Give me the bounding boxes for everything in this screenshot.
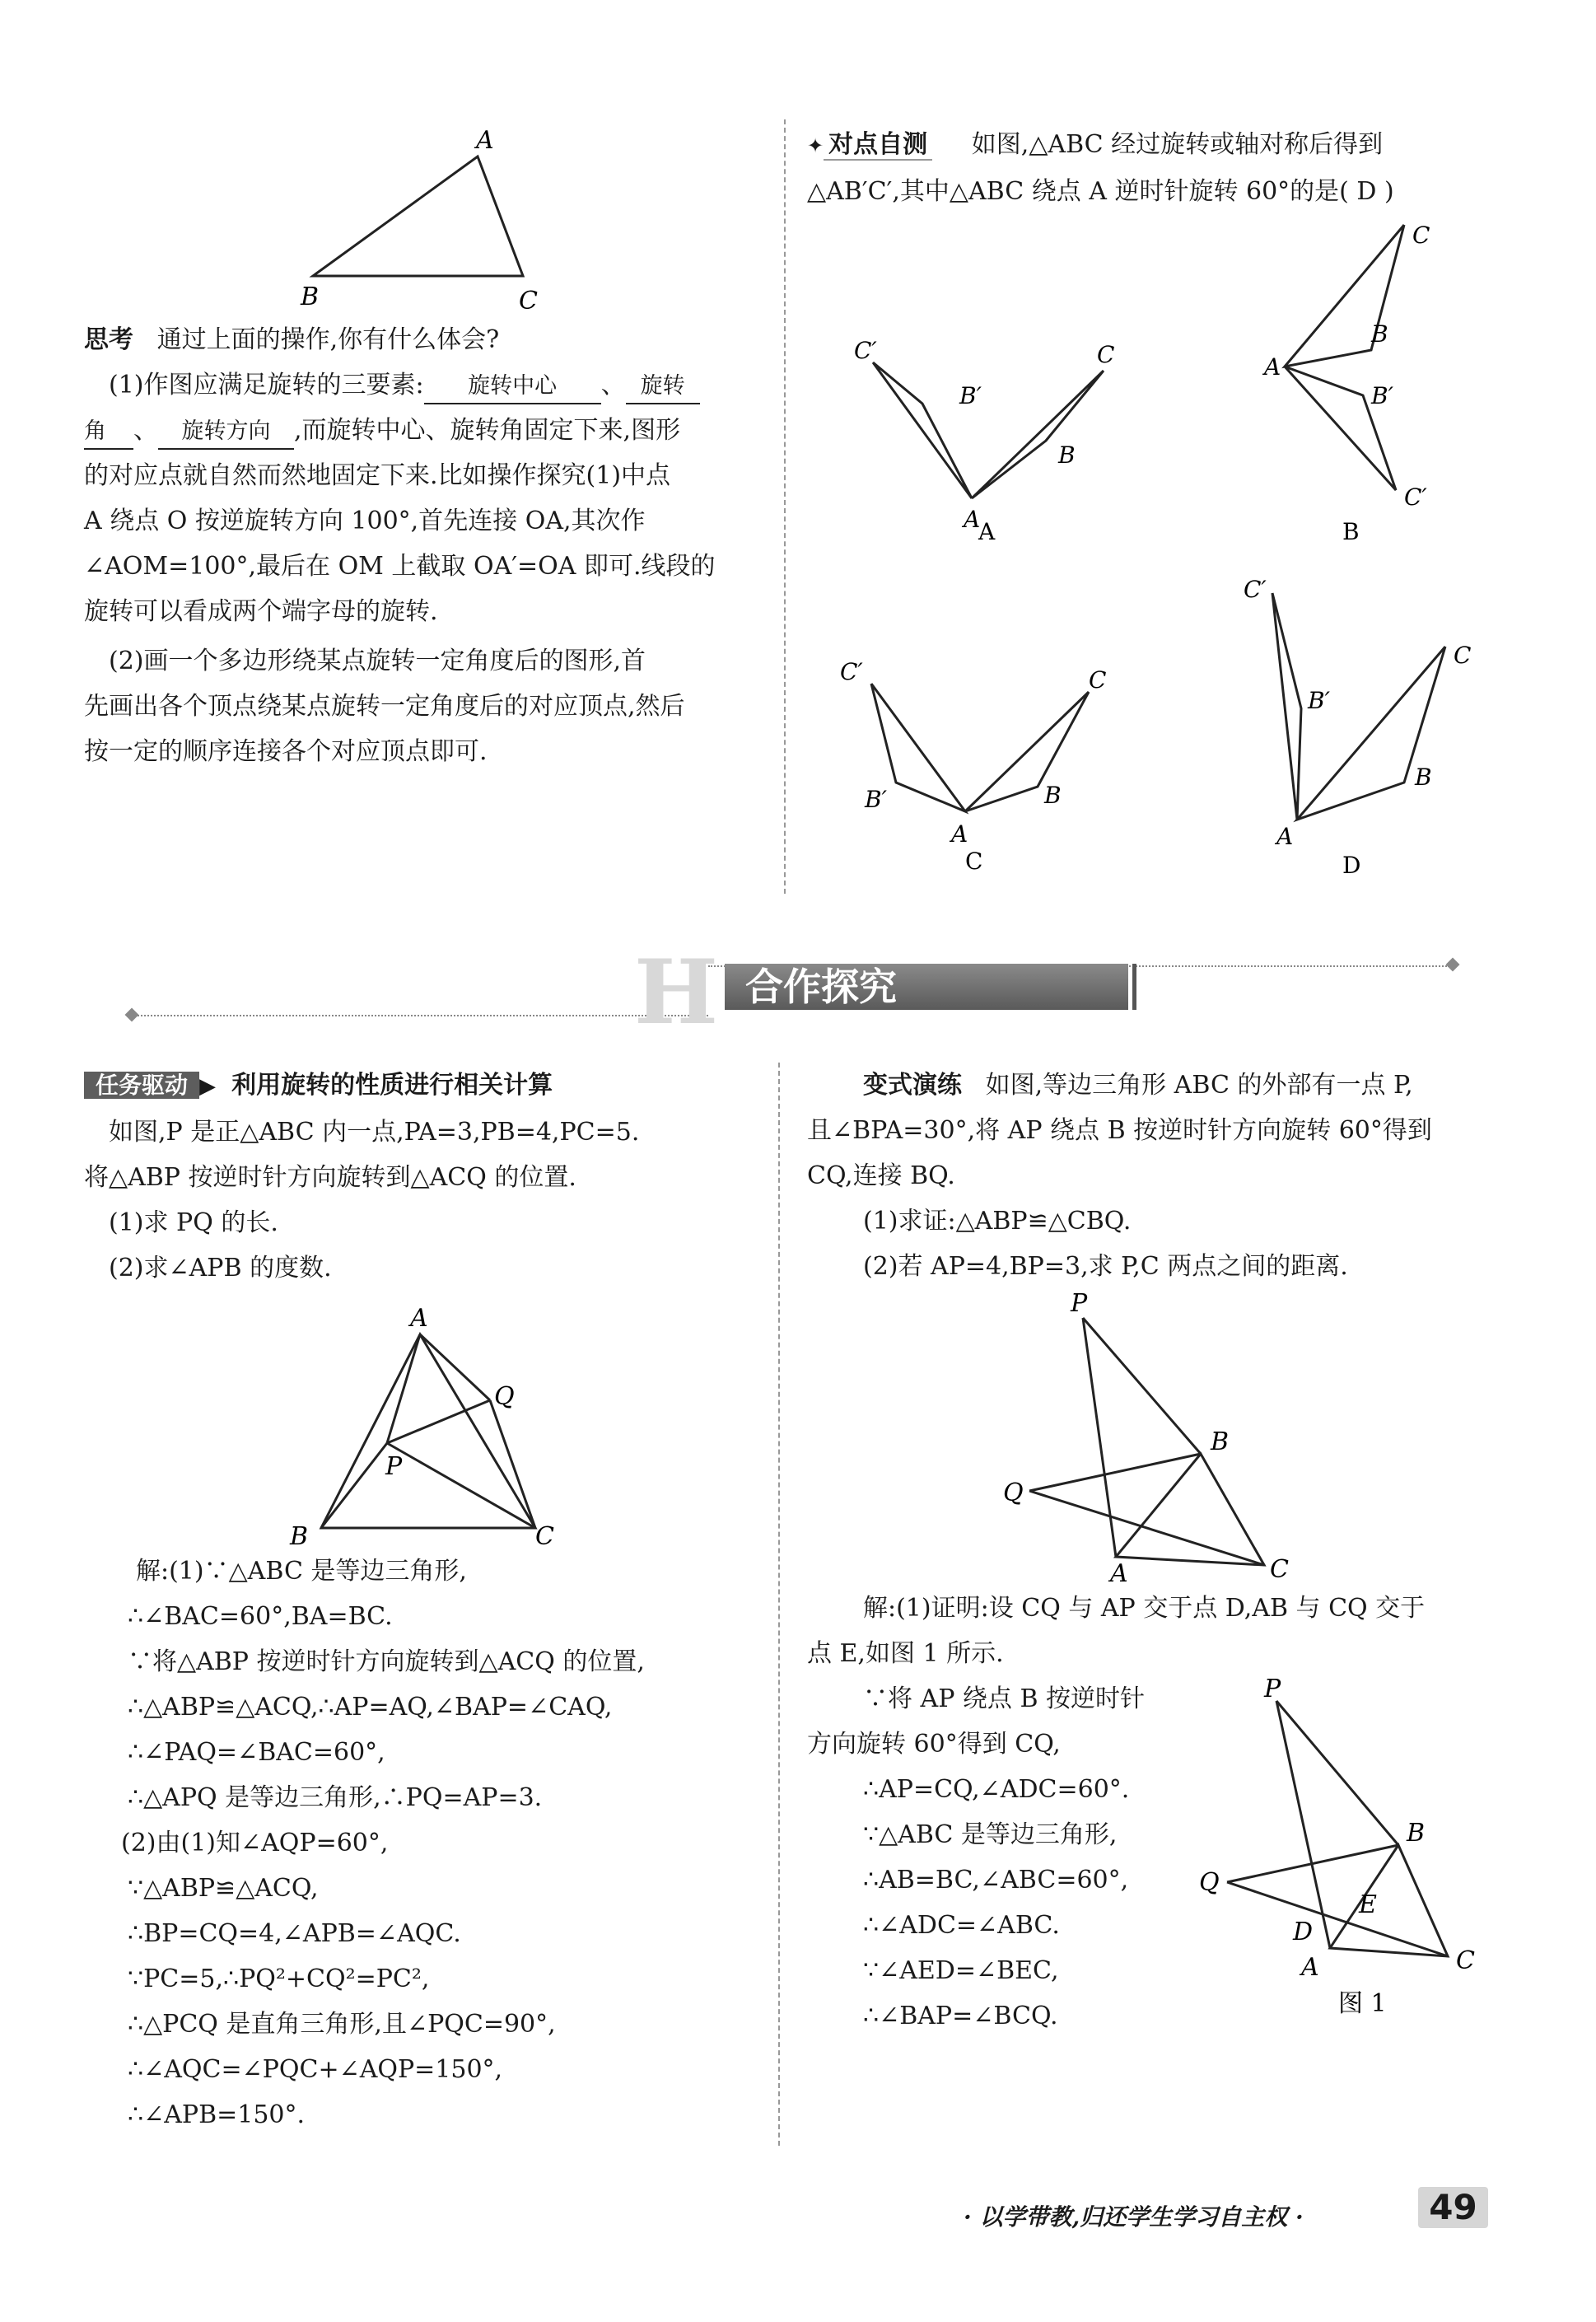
banner-line-left [132, 1015, 708, 1016]
banner-diamond-left [125, 1008, 139, 1022]
task-l2: 将△ABP 按逆时针方向旋转到△ACQ 的位置. [84, 1163, 576, 1192]
variant-figure [988, 1285, 1318, 1590]
opt-a-c: C [1097, 341, 1115, 368]
variant-sol-r1: ∵将 AP 绕点 B 按逆时针 [863, 1684, 1146, 1713]
opt-d-b1: B′ [1308, 687, 1330, 714]
top-column-divider [784, 119, 786, 894]
blank-direction: 旋转方向 [158, 415, 294, 450]
p1-l3: 的对应点就自然而然地固定下来.比如操作探究(1)中点 [84, 461, 671, 490]
sol-line-13: ∴∠APB=150°. [128, 2100, 306, 2129]
task-section: 任务驱动 ▶ 利用旋转的性质进行相关计算 如图,P 是正△ABC 内一点,PA=3,PB=4,PC=5. 将△ABP 按逆时针方向旋转到△ACQ 的位置. (1)求 PQ 的长. (2)求∠APB 的度数. [84, 1063, 768, 1301]
variant-sol-r2: 方向旋转 60°得到 CQ, [807, 1730, 1061, 1759]
opt-b-a: A [1264, 353, 1281, 381]
option-b-figure [1252, 210, 1499, 556]
task-solution [121, 1549, 770, 2142]
option-c-label: C [965, 848, 983, 875]
option-a-figure [840, 329, 1136, 552]
sol-line-6: ∴△APQ 是等边三角形,∴PQ=AP=3. [128, 1783, 543, 1812]
sol-line-3: ∵将△ABP 按逆时针方向旋转到△ACQ 的位置, [128, 1647, 645, 1676]
p2-l1: (2)画一个多边形绕某点旋转一定角度后的图形,首 [109, 647, 646, 675]
sol-line-1: 解:(1)∵△ABC 是等边三角形, [136, 1557, 467, 1586]
footer-slogan: · 以学带教,归还学生学习自主权 · [964, 2203, 1304, 2231]
opt-a-b1: B′ [959, 382, 982, 409]
opt-b-b1: B′ [1371, 382, 1393, 409]
variant-fig-p: P [1071, 1289, 1088, 1318]
variant-sol-r6: ∴∠ADC=∠ABC. [863, 1911, 1060, 1940]
bottom-column-divider [778, 1063, 780, 2146]
opt-d-b: B [1415, 764, 1432, 791]
variant-sol-r4: ∵△ABC 是等边三角形, [863, 1820, 1118, 1849]
label-a: A [476, 126, 494, 155]
page-number: 49 [1418, 2187, 1488, 2228]
fig1-b: B [1407, 1819, 1426, 1848]
fig1-a: A [1301, 1953, 1319, 1982]
sep1: 、 [600, 371, 626, 399]
variant-fig-q: Q [1003, 1479, 1024, 1507]
variant-section [807, 1063, 1507, 1293]
task-l1: 如图,P 是正△ABC 内一点,PA=3,PB=4,PC=5. [109, 1118, 640, 1147]
opt-b-c1: C′ [1404, 484, 1427, 511]
task-fig-q: Q [494, 1382, 515, 1411]
p1-l4: A 绕点 O 按逆旋转方向 100°,首先连接 OA,其次作 [84, 507, 646, 535]
blank-angle-a: 旋转 [626, 370, 700, 404]
label-b: B [301, 283, 320, 311]
task-fig-c: C [535, 1522, 554, 1549]
think-text: 通过上面的操作,你有什么体会? [156, 325, 500, 354]
option-d-figure [1235, 556, 1507, 885]
variant-fig-c: C [1270, 1555, 1289, 1584]
variant-q1: (1)求证:△ABP≌△CBQ. [863, 1207, 1132, 1236]
sol-line-2: ∴∠BAC=60°,BA=BC. [128, 1602, 393, 1631]
sol-line-10: ∵PC=5,∴PQ²+CQ²=PC², [128, 1965, 430, 1993]
opt-b-b: B [1371, 320, 1388, 348]
sol-line-11: ∴△PCQ 是直角三角形,且∠PQC=90°, [128, 2010, 556, 2039]
variant-l1: 如图,等边三角形 ABC 的外部有一点 P, [985, 1071, 1413, 1100]
task-fig-b: B [290, 1522, 309, 1549]
banner-bar [1132, 964, 1136, 1010]
variant-fig-b: B [1211, 1427, 1230, 1456]
sol-line-12: ∴∠AQC=∠PQC+∠AQP=150°, [128, 2055, 503, 2084]
variant-sol-l1: 解:(1)证明:设 CQ 与 AP 交于点 D,AB 与 CQ 交于 [863, 1594, 1426, 1623]
opt-a-b: B [1058, 442, 1076, 469]
opt-c-b1: B′ [865, 786, 887, 813]
p2-l3: 按一定的顺序连接各个对应顶点即可. [84, 737, 488, 766]
p1-after: ,而旋转中心、旋转角固定下来,图形 [294, 416, 681, 445]
p1-start: (1)作图应满足旋转的三要素: [109, 371, 424, 399]
self-test-l1: 如图,△ABC 经过旋转或轴对称后得到 [971, 130, 1384, 159]
p2-l2: 先画出各个顶点绕某点旋转一定角度后的对应顶点,然后 [84, 692, 685, 721]
task-tag: 任务驱动 [84, 1072, 199, 1099]
variant-sol-r7: ∵∠AED=∠BEC, [863, 1956, 1059, 1985]
fig1-c: C [1456, 1946, 1475, 1975]
sol-line-8: ∵△ABP≌△ACQ, [128, 1874, 319, 1903]
variant-sol-r5: ∴AB=BC,∠ABC=60°, [863, 1866, 1129, 1895]
variant-sol-r8: ∴∠BAP=∠BCQ. [863, 2002, 1058, 2030]
banner [132, 941, 1458, 1044]
option-b-label: B [1342, 518, 1360, 545]
banner-letter: H [634, 941, 719, 1044]
sol-line-4: ∴△ABP≌△ACQ,∴AP=AQ,∠BAP=∠CAQ, [128, 1693, 613, 1722]
opt-c-a: A [951, 820, 968, 848]
opt-a-c1: C′ [854, 337, 877, 364]
self-test-section [807, 122, 1507, 217]
opt-c-c: C [1089, 666, 1107, 694]
option-a-label: A [978, 518, 996, 545]
self-test-l2: △AB′C′,其中△ABC 绕点 A 逆时针旋转 60°的是( D ) [807, 177, 1394, 206]
opt-c-b: B [1044, 782, 1062, 809]
label-c: C [519, 287, 538, 313]
think-label: 思考 [84, 325, 133, 354]
opt-d-c1: C′ [1244, 576, 1267, 603]
option-d-label: D [1342, 852, 1361, 879]
sep2: 、 [133, 416, 158, 445]
banner-title: 合作探究 [725, 964, 1128, 1010]
opt-c-c1: C′ [840, 658, 863, 685]
blank-center: 旋转中心 [424, 370, 601, 404]
task-title: 利用旋转的性质进行相关计算 [231, 1071, 553, 1100]
task-figure [280, 1301, 576, 1549]
task-q1: (1)求 PQ 的长. [109, 1208, 278, 1237]
triangle-abc-figure [288, 124, 560, 313]
p1-l6: 旋转可以看成两个端字母的旋转. [84, 597, 438, 626]
think-section [84, 317, 768, 778]
task-fig-a: A [410, 1304, 428, 1333]
variant-label: 变式演练 [863, 1071, 962, 1100]
opt-b-c: C [1412, 222, 1430, 249]
variant-l2: 且∠BPA=30°,将 AP 绕点 B 按逆时针方向旋转 60°得到 [807, 1116, 1432, 1145]
diamond-icon: ✦ [807, 134, 824, 157]
sol-line-7: (2)由(1)知∠AQP=60°, [121, 1829, 389, 1857]
option-c-figure [832, 651, 1128, 881]
self-test-tag: 对点自测 [824, 130, 932, 161]
sol-line-9: ∴BP=CQ=4,∠APB=∠AQC. [128, 1919, 461, 1948]
blank-angle-b: 角 [84, 415, 133, 450]
variant-l3: CQ,连接 BQ. [807, 1161, 955, 1190]
sol-line-5: ∴∠PAQ=∠BAC=60°, [128, 1738, 385, 1767]
fig1-p: P [1264, 1675, 1281, 1703]
banner-diamond-right [1446, 958, 1460, 972]
variant-sol-r3: ∴AP=CQ,∠ADC=60°. [863, 1775, 1130, 1804]
opt-d-c: C [1454, 642, 1472, 669]
figure-1 [1186, 1672, 1515, 2018]
fig1-e: E [1359, 1890, 1377, 1919]
variant-sol-l2: 点 E,如图 1 所示. [807, 1639, 1004, 1668]
fig1-caption: 图 1 [1338, 1989, 1387, 2018]
task-fig-p: P [385, 1452, 403, 1481]
p1-l5: ∠AOM=100°,最后在 OM 上截取 OA′=OA 即可.线段的 [84, 552, 716, 581]
task-q2: (2)求∠APB 的度数. [109, 1254, 332, 1282]
fig1-d: D [1293, 1918, 1314, 1946]
variant-q2: (2)若 AP=4,BP=3,求 P,C 两点之间的距离. [863, 1252, 1348, 1281]
fig1-q: Q [1199, 1868, 1220, 1897]
variant-fig-a: A [1110, 1559, 1128, 1588]
opt-a-a: A [964, 506, 981, 533]
opt-d-a: A [1276, 823, 1294, 850]
